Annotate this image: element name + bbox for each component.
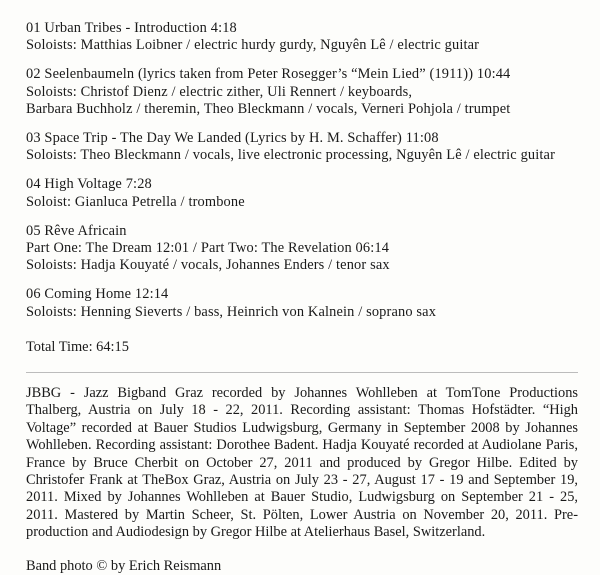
track-item [26,176,578,210]
photo-credit: Band photo © by Erich Reismann [26,557,222,574]
track-soloists: Soloists: Henning Sieverts / bass, Heinrich von Kalnein / soprano sax [26,303,437,320]
track-item [26,286,578,320]
track-item [26,223,578,275]
track-item [26,130,578,164]
total-time: Total Time: 64:15 [26,338,129,355]
track-title: 06 Coming Home 12:14 [26,286,169,303]
recording-credits: JBBG - Jazz Bigband Graz recorded by Johannes Wohlleben at TomTone Productions Thalberg, Austria on July 18 - 22, 2011. Recording assistant: Thomas Hofstädter. “High Voltage” recorded at Bauer Studios Ludwigsburg, Germany in September 2008 by Johannes Wohlleben. Recording assistant: Dorothee Badent. Hadja Kouyaté recorded at Audiolane Paris, France by Bruce Cherbit on October 27, 2011 and produced by Gregor Hilbe. Edited by Christofer Frank at TheBox Graz, Austria on July 23 - 27, August 17 - 19 and September 19, 2011. Mixed by Johannes Wohlleben at Bauer Studio, Ludwigsburg on September 21 - 25, 2011. Mastered by Martin Scheer, St. Pölten, Lower Austria on November 20, 2011. Pre-production and Audiodesign by Gregor Hilbe at Atelierhaus Basel, Switzerland. [26,385,578,541]
section-divider [26,372,578,373]
track-soloists: Soloists: Hadja Kouyaté / vocals, Johannes Enders / tenor sax [26,257,390,274]
track-soloists: Soloists: Matthias Loibner / electric hurdy gurdy, Nguyên Lê / electric guitar [26,37,480,54]
track-soloists: Soloists: Theo Bleckmann / vocals, live electronic processing, Nguyên Lê / electric guitar [26,147,556,164]
track-item [26,66,578,118]
track-title: 03 Space Trip - The Day We Landed (Lyrics by H. M. Schaffer) 11:08 [26,130,439,147]
track-soloists: Soloists: Christof Dienz / electric zither, Uli Rennert / keyboards, [26,83,413,100]
track-item [26,20,578,54]
track-parts: Part One: The Dream 12:01 / Part Two: The Revelation 06:14 [26,240,390,257]
track-soloists-cont: Barbara Buchholz / theremin, Theo Bleckmann / vocals, Verneri Pohjola / trumpet [26,100,511,117]
track-title: 01 Urban Tribes - Introduction 4:18 [26,20,237,36]
track-title: 02 Seelenbaumeln (lyrics taken from Peter Rosegger’s “Mein Lied” (1911)) 10:44 [26,66,511,83]
track-soloists: Soloist: Gianluca Petrella / trombone [26,193,245,210]
track-title: 05 Rêve Africain [26,222,127,239]
tracklist [26,20,578,321]
track-title: 04 High Voltage 7:28 [26,176,152,193]
